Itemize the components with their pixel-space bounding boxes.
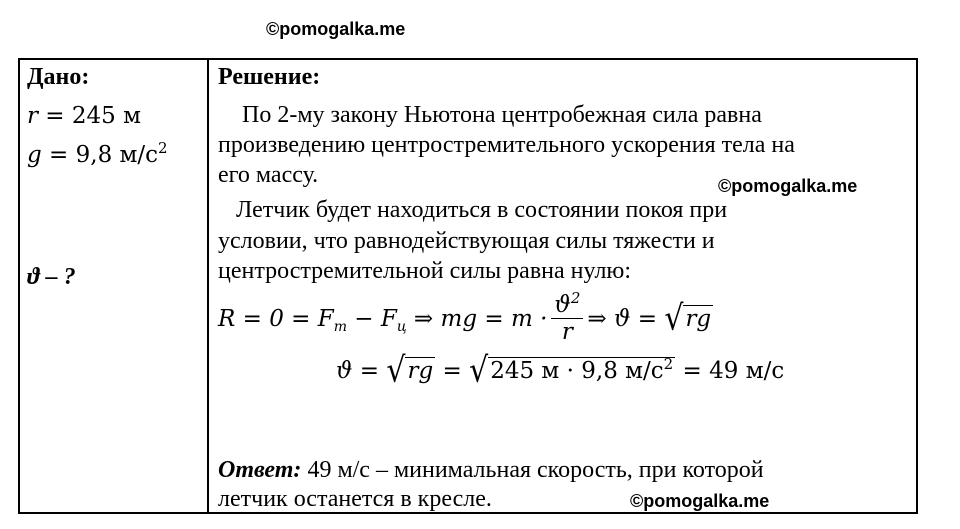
solution-line-3: его массу. <box>218 162 319 188</box>
formula-equilibrium: $R = 0 = F_т - F_ц$ ⇒ mg = m · $\frac{ϑ^2}{r}$ ⇒ ϑ = √rg <box>218 289 712 345</box>
answer-line-1: Ответ: 49 м/с – минимальная скорость, при которой <box>218 457 764 483</box>
solution-line-4: Летчик будет находиться в состоянии покоя при <box>218 197 728 223</box>
column-divider <box>207 58 209 514</box>
watermark-top: ©pomogalka.me <box>266 19 406 39</box>
answer-line-2: летчик останется в кресле. <box>218 486 492 512</box>
solution-line-6: центростремительной силы равна нулю: <box>218 258 632 284</box>
watermark-middle: ©pomogalka.me <box>718 176 858 196</box>
given-gravity: g = 9,8 $м/с^2$ <box>27 139 168 168</box>
given-unknown: ϑ – ? <box>27 264 76 290</box>
solution-line-5: условии, что равнодействующая силы тяжести и <box>218 228 715 254</box>
watermark-bottom: ©pomogalka.me <box>630 491 770 511</box>
solution-line-2: произведению центростремительного ускорения тела на <box>218 132 795 158</box>
answer-label: Ответ: <box>218 457 302 483</box>
given-title: Дано: <box>27 64 90 90</box>
sqrt-rg-2: √rg <box>386 350 434 391</box>
sqrt-values: √245 м · 9,8 $м/с^2$ <box>469 350 674 391</box>
given-radius: r = 245 м <box>27 103 141 129</box>
solution-line-1: По 2-му закону Ньютона центробежная сила равна <box>218 102 762 128</box>
fraction-v2-over-r: $\frac{ϑ^2}{r}$ <box>551 292 583 345</box>
solution-title: Решение: <box>218 64 321 90</box>
formula-result: ϑ = √rg = √245 м · 9,8 $м/с^2 = 49$ м/с <box>336 350 785 391</box>
sqrt-rg: √rg <box>664 298 712 339</box>
